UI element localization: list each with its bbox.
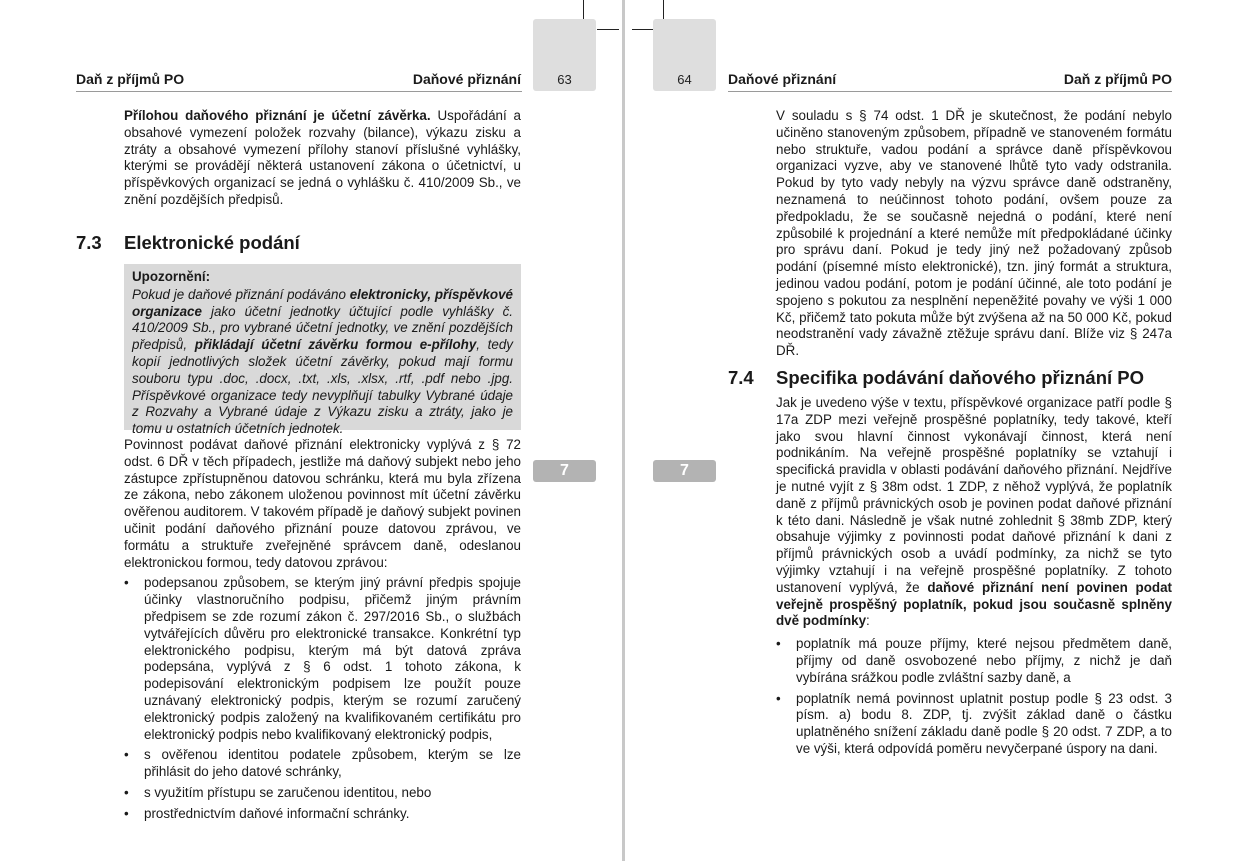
defects-text: V souladu s § 74 odst. 1 DŘ je skutečnost, že podání nebylo učiněno stanoveným způsobem, případně ve stanoveném formátu nebo struktuře, vadou podání a správce daně příspěvkovou organizaci vyzve, aby ve stanovené lhůtě tyto vady odstranila. Pokud by tyto vady nebyly na výzvu správce daně odstraněny, neznamená to neúčinnost tohoto podání, ovšem pouze za předpokladu, že se současně nejedná o podání, které není způsobilé k projednání a které nemůže mít předpokládané účinky pro správu daní. Pokud je tedy jiný než požadovaný způsob podání (písemné místo elektronické), tzn. jiný formát a struktura, jedinou vadou podání, potom je podání účinné, ale toto podání je spojeno s pokutou za nesplnění nepeněžité povahy ve výši 1 000 Kč, přičemž tato pokuta může být zvýšena až na 50 000 Kč, pokud neodstranění vady závažně ztěžuje správu daní. Blíže viz § 247a DŘ. [776,108,1172,359]
section-title: Specifika podávání daňového přiznání PO [776,367,1145,388]
conditions-list [776,636,1172,758]
crop-mark [597,29,619,30]
section-number: 7.3 [76,232,102,253]
warning-body [132,287,513,438]
section-number: 7.4 [728,367,754,388]
warning-text: jako účetní jednotky účtující podle vyhlášky č. 410/2009 Sb., pro vybrané účetní jednotky, ve znění pozdějších předpisů, [132,303,513,353]
list-item: • poplatník má pouze příjmy, které nejsou předmětem daně, příjmy od daně osvobozené nebo příjmy, z nichž je daň vybírána srážkou podle zvláštní sazby daně, a [776,636,1172,686]
list-item: • s využitím přístupu se zaručenou identitou, nebo [124,785,521,802]
running-header-left: Daň z příjmů PO [76,71,185,87]
list-item: • s ověřenou identitou podatele způsobem, kterým se lze přihlásit do jeho datové schránky, [124,747,521,781]
signature-methods-list [124,575,521,822]
specifics-paragraph [776,395,1172,762]
crop-mark [632,29,654,30]
specifics-text: Jak je uvedeno výše v textu, příspěvkové organizace patří podle § 17a ZDP mezi veřejně prospěšné poplatníky, tedy takové, kteří jako svou hlavní činnost vykonávají činnost, která není podnikáním. Na veřejně prospěšné poplatníky se vztahují i specifická pravidla v oblasti podávání daňového přiznání. Nejdříve je nutné vyjít z § 38m odst. 1 ZDP, z něhož vyplývá, že poplatník daně z příjmů právnických osob je povinen podat daňové přiznání k této dani. Následně je však nutné zohlednit § 38mb ZDP, který obsahuje výjimky z povinnosti podat daňové přiznání k dani z příjmů právnických osob a uvádí podmínky, za nichž se tyto výjimky vztahují i na veřejně prospěšné poplatníky. Z tohoto ustanovení vyplývá, že [776,395,1172,595]
intro-paragraph [124,108,521,209]
intro-text: Uspořádání a obsahové vymezení položek rozvahy (bilance), výkazu zisku a ztráty a obsahové vymezení přílohy stanoví příslušné vyhlášky, kterými se provádějí některá ustanovení zákona o účetnictví, u příspěvkových organizací se jedná o vyhlášku č. 410/2009 Sb., ve znění pozdějších předpisů. [124,108,521,207]
specifics-text-end: : [866,613,870,629]
section-title: Elektronické podání [124,232,300,253]
obligation-paragraph [124,437,521,827]
header-rule [76,91,522,92]
intro-bold: Přílohou daňového přiznání je účetní závěrka. [124,108,431,123]
running-header-right: Daň z příjmů PO [1063,71,1172,87]
list-item: • podepsanou způsobem, se kterým jiný právní předpis spojuje účinky vlastnoručního podpisu, přičemž jiným právním předpisem se zde rozumí zákon č. 297/2016 Sb., o službách vytvářejících důvěru pro elektronické transakce. Konkrétní typ elektronického podpisu, kterým má být datová zpráva podepsána, vyplývá z § 6 odst. 1 tohoto zákona, k podepisování elektronickým podpisem lze použít pouze uznávaný elektronický podpis, kterým se rozumí zaručený elektronický podpis založený na kvalifikovaném certifikátu pro elektronický podpis nebo kvalifikovaný elektronický podpis, [124,575,521,743]
chapter-tab: 7 [533,460,596,482]
right-page [626,0,1247,861]
warning-box [124,264,521,437]
book-spine [622,0,625,861]
warning-title: Upozornění: [132,269,211,284]
page-number-tab [533,19,596,91]
header-rule [728,91,1172,92]
warning-text: , tedy kopií jednotlivých složek účetní závěrky, pokud mají formu souboru typu .doc, .docx, .txt, .xls, .xlsx, .rtf, .pdf nebo .jpg. Příspěvkové organizace tedy nevyplňují tabulky Vybrané údaje z Rozvahy a Vybrané údaje z Výkazu zisku a ztráty, jako je tomu u ostatních účetních jednotek. [132,337,513,437]
list-item: • poplatník nemá povinnost uplatnit postup podle § 23 odst. 3 písm. a) bodu 8. ZDP, tj. zvýšit základ daně o částku uplatněného snížení základu daně podle § 20 odst. 7 ZDP, a to ve výši, která odpovídá poměru nevyčerpané úspory na dani. [776,691,1172,758]
left-page [0,0,622,861]
running-header-left: Daňové přiznání [728,71,837,87]
specifics-emphasis: daňové přiznání není povinen podat veřejně prospěšný poplatník, pokud jsou současně splněny dvě podmínky [776,579,1172,629]
warning-emphasis: elektronicky, příspěvkové organizace [132,286,513,319]
chapter-tab: 7 [653,460,716,482]
defects-paragraph [776,108,1172,360]
running-header-right: Daňové přiznání [412,71,521,87]
page-number: 64 [677,72,692,87]
page-number: 63 [557,72,572,87]
page-number-tab [653,19,716,91]
obligation-text: Povinnost podávat daňové přiznání elektronicky vyplývá z § 72 odst. 6 DŘ v těch případech, jestliže má daňový subjekt nebo jeho zástupce zpřístupněnou datovou schránku, která mu byla zřízena ze zákona, nebo zákonem uloženou povinnost mít účetní závěrku ověřenou auditorem. V takovém případě je daňový subjekt povinen učinit podání daňového přiznání pouze datovou zprávou, ve formátu a struktuře zveřejněné správcem daně, odeslanou elektronickou formou, tedy datovou zprávou: [124,437,521,570]
warning-emphasis: přikládají účetní závěrku formou e-přílohy [194,337,477,353]
warning-text: Pokud je daňové přiznání podáváno [132,286,350,302]
list-item: • prostřednictvím daňové informační schránky. [124,806,521,823]
